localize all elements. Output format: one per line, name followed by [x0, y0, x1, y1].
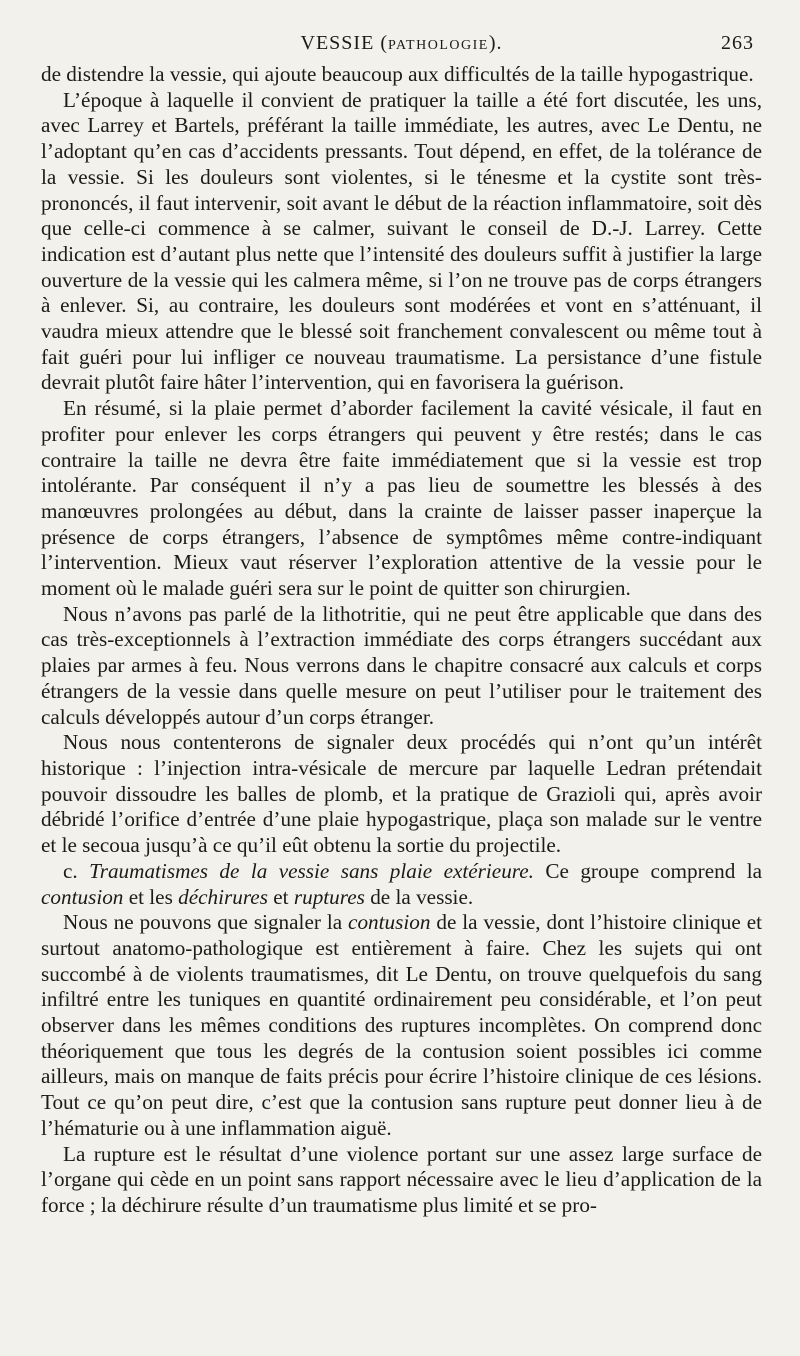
term-contusion: contusion: [41, 884, 124, 909]
running-head: [41, 28, 762, 62]
text-run: Nous ne pouvons que signaler la: [63, 910, 349, 935]
text-run: de la vessie, dont l’histoire clinique et surtout anatomo-pathologique est entièrement à faire. Chez les sujets qui ont succombé à de violents traumatismes, dit Le Dentu, on trouve quelquefois du sang infiltré entre les tuniques en quantité ordinairement peu considérable, et l’on peut observer dans les mêmes conditions des ruptures incomplètes. On comprend donc théoriquement que tous les degrés de la contusion soient possibles ici comme ailleurs, mais on manque de faits précis pour écrire l’histoire clinique de ces lésions. Tout ce qu’on peut dire, c’est que la contusion sans rupture peut donner lieu à de l’hématurie ou à une inflammation aiguë.: [41, 910, 762, 1140]
text-run: de la vessie.: [364, 884, 474, 909]
section-letter: c.: [63, 858, 90, 883]
paragraph-5: Nous nous contenterons de signaler deux procédés qui n’ont qu’un intérêt historique : l’injection intra-vésicale de mercure par laquelle Ledran prétendait pouvoir dissoudre les balles de plomb, et la pratique de Grazioli qui, après avoir débridé l’orifice d’entrée d’une plaie hypogastrique, plaça son malade sur le ventre et le secoua jusqu’à ce qu’il eût obtenu la sortie du projectile.: [41, 730, 762, 858]
text-run: et: [267, 884, 294, 909]
text-run: Ce groupe comprend la: [533, 858, 762, 883]
paragraph-7: [41, 910, 762, 1141]
paragraph-4: Nous n’avons pas parlé de la lithotritie, qui ne peut être applicable que dans des cas très-exceptionnels à l’extraction immédiate des corps étrangers succédant aux plaies par armes à feu. Nous verrons dans le chapitre consacré aux calculs et corps étrangers de la vessie dans quelle mesure on peut l’utiliser pour le traitement des calculs développés autour d’un corps étranger.: [41, 601, 762, 729]
paragraph-2: L’époque à laquelle il convient de pratiquer la taille a été fort discutée, les uns, avec Larrey et Bartels, préférant la taille immédiate, les autres, avec Le Dentu, ne l’adoptant qu’en cas d’accidents pressants. Tout dépend, en effet, de la tolérance de la vessie. Si les douleurs sont violentes, si le ténesme et la cystite sont très-prononcés, il faut intervenir, soit avant le début de la réaction inflammatoire, soit dès que celle-ci commence à se calmer, suivant le conseil de D.-J. Larrey. Cette indication est d’autant plus nette que l’intensité des douleurs suffit à justifier la large ouverture de la vessie qui les calmera même, si l’on ne trouve pas de corps étrangers à enlever. Si, au contraire, les douleurs sont modérées et vont en s’atténuant, il vaudra mieux attendre que le blessé soit franchement convalescent ou même tout à fait guéri pour lui infliger ce nouveau traumatisme. La persistance d’une fistule devrait plutôt faire hâter l’intervention, qui en favorisera la guérison.: [41, 87, 762, 395]
running-title-paren-close: ).: [488, 32, 503, 54]
running-title-sub: PATHOLOGIE: [387, 38, 489, 53]
paragraph-1: de distendre la vessie, qui ajoute beaucoup aux difficultés de la taille hypogastrique.: [41, 62, 754, 86]
paragraph-6-section-c: [41, 859, 762, 910]
page-number: 263: [721, 32, 754, 54]
text-run: et les: [123, 884, 179, 909]
body-text: [41, 62, 762, 1219]
running-title-paren-open: (: [374, 32, 388, 54]
paragraph-8: La rupture est le résultat d’une violence portant sur une assez large surface de l’organe qui cède en un point sans rapport nécessaire avec le lieu d’application de la force ; la déchirure résulte d’un traumatisme plus limité et se pro-: [41, 1141, 762, 1217]
term-contusion: contusion: [348, 910, 431, 935]
term-ruptures: ruptures: [293, 884, 365, 909]
running-title-main: VESSIE: [300, 32, 375, 54]
term-dechirures: déchirures: [178, 884, 268, 909]
section-heading: Traumatismes de la vessie sans plaie extérieure.: [89, 858, 534, 883]
running-title: [41, 32, 762, 55]
paragraph-3: En résumé, si la plaie permet d’aborder facilement la cavité vésicale, il faut en profiter pour enlever les corps étrangers qui peuvent y être restés; dans le cas contraire la taille ne devra être faite immédiatement que si la vessie est trop intolérante. Par conséquent il n’y a pas lieu de soumettre les blessés à des manœuvres prolongées au début, dans la crainte de laisser passer inaperçue la présence de corps étrangers, l’absence de symptômes même contre-indiquant l’intervention. Mieux vaut réserver l’exploration attentive de la vessie pour le moment où le malade guéri sera sur le point de quitter son chirurgien.: [41, 396, 762, 601]
